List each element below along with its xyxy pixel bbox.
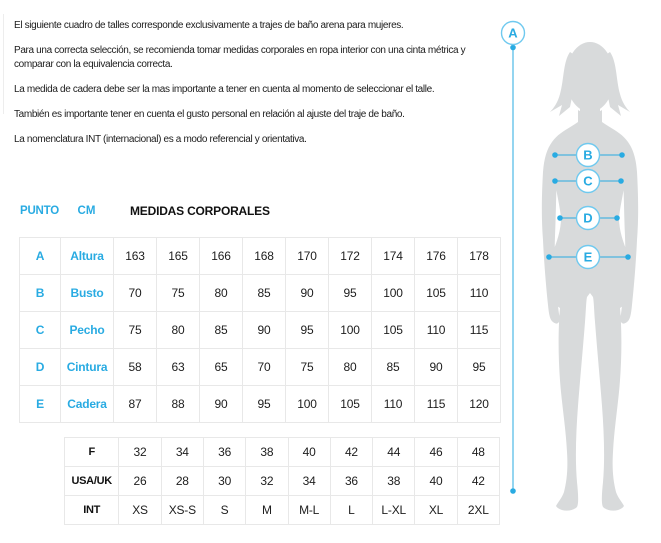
value-cell: 163 <box>114 238 157 275</box>
marker-label-a: A <box>508 25 518 41</box>
value-cell: 90 <box>286 275 329 312</box>
intro-paragraph: Para una correcta selección, se recomienda tomar medidas corporales en ropa interior con una cinta métrica y comparar con la equivalencia correcta. <box>14 45 466 70</box>
body-measurements-table <box>19 237 501 423</box>
value-cell: 100 <box>286 386 329 423</box>
value-cell: 85 <box>243 275 286 312</box>
size-value-cell: 28 <box>161 467 203 496</box>
value-cell: 110 <box>415 312 458 349</box>
size-value-cell: 32 <box>246 467 288 496</box>
size-value-cell: XL <box>415 496 457 525</box>
marker-label-e: E <box>583 249 593 265</box>
size-value-cell: 32 <box>119 438 161 467</box>
size-value-cell: 42 <box>457 467 499 496</box>
intro-text-block <box>14 19 496 158</box>
size-value-cell: 34 <box>288 467 330 496</box>
value-cell: 95 <box>243 386 286 423</box>
size-value-cell: 42 <box>330 438 372 467</box>
value-cell: 100 <box>329 312 372 349</box>
measure-label-cell: Cadera <box>61 386 114 423</box>
value-cell: 170 <box>286 238 329 275</box>
dot <box>614 215 620 221</box>
value-cell: 174 <box>372 238 415 275</box>
body-figure <box>500 0 661 543</box>
value-cell: 115 <box>415 386 458 423</box>
size-value-cell: L <box>330 496 372 525</box>
size-value-cell: L-XL <box>373 496 415 525</box>
size-table-row <box>65 467 500 496</box>
cm-column-header: CM <box>77 205 96 217</box>
value-cell: 120 <box>458 386 501 423</box>
value-cell: 65 <box>200 349 243 386</box>
value-cell: 100 <box>372 275 415 312</box>
body-table-row <box>20 275 501 312</box>
dot <box>510 45 516 51</box>
dot <box>619 152 625 158</box>
point-cell: C <box>20 312 61 349</box>
measure-label-cell: Busto <box>61 275 114 312</box>
dot <box>552 178 558 184</box>
size-value-cell: 48 <box>457 438 499 467</box>
value-cell: 75 <box>157 275 200 312</box>
marker-label-b: B <box>583 147 593 163</box>
value-cell: 95 <box>329 275 372 312</box>
measurements-header <box>19 204 500 218</box>
value-cell: 95 <box>458 349 501 386</box>
dot <box>546 254 552 260</box>
value-cell: 63 <box>157 349 200 386</box>
female-silhouette <box>542 42 638 511</box>
size-value-cell: M <box>246 496 288 525</box>
female-silhouette-diagram <box>500 0 661 543</box>
measurements-title: MEDIDAS CORPORALES <box>130 204 270 218</box>
punto-column-header: PUNTO <box>19 205 60 217</box>
value-cell: 90 <box>243 312 286 349</box>
intro-paragraph: También es importante tener en cuenta el gusto personal en relación al ajuste del traje de baño. <box>14 109 405 120</box>
value-cell: 176 <box>415 238 458 275</box>
size-system-label-cell: INT <box>65 496 119 525</box>
size-value-cell: M-L <box>288 496 330 525</box>
size-table-row <box>65 438 500 467</box>
size-value-cell: 30 <box>203 467 245 496</box>
dot <box>618 178 624 184</box>
value-cell: 105 <box>329 386 372 423</box>
size-value-cell: 40 <box>415 467 457 496</box>
size-value-cell: S <box>203 496 245 525</box>
intro-paragraph: El siguiente cuadro de talles corresponde exclusivamente a trajes de baño arena para mujeres. <box>14 20 404 31</box>
value-cell: 110 <box>458 275 501 312</box>
value-cell: 75 <box>114 312 157 349</box>
size-value-cell: 34 <box>161 438 203 467</box>
value-cell: 110 <box>372 386 415 423</box>
value-cell: 85 <box>372 349 415 386</box>
value-cell: 75 <box>286 349 329 386</box>
value-cell: 178 <box>458 238 501 275</box>
value-cell: 88 <box>157 386 200 423</box>
size-value-cell: 46 <box>415 438 457 467</box>
size-value-cell: 26 <box>119 467 161 496</box>
value-cell: 172 <box>329 238 372 275</box>
value-cell: 70 <box>114 275 157 312</box>
dot <box>552 152 558 158</box>
point-cell: D <box>20 349 61 386</box>
intro-paragraph: La nomenclatura INT (internacional) es a modo referencial y orientativa. <box>14 134 307 145</box>
size-table-row <box>65 496 500 525</box>
value-cell: 90 <box>200 386 243 423</box>
size-value-cell: 38 <box>246 438 288 467</box>
measure-label-cell: Pecho <box>61 312 114 349</box>
body-table-row <box>20 386 501 423</box>
dot <box>510 488 516 494</box>
value-cell: 80 <box>157 312 200 349</box>
dot <box>557 215 563 221</box>
body-table-row <box>20 312 501 349</box>
size-value-cell: XS <box>119 496 161 525</box>
marker-label-d: D <box>583 210 593 226</box>
value-cell: 58 <box>114 349 157 386</box>
value-cell: 165 <box>157 238 200 275</box>
point-cell: A <box>20 238 61 275</box>
value-cell: 95 <box>286 312 329 349</box>
value-cell: 87 <box>114 386 157 423</box>
size-equivalence-table <box>64 437 500 525</box>
size-system-label-cell: USA/UK <box>65 467 119 496</box>
size-value-cell: 38 <box>373 467 415 496</box>
value-cell: 70 <box>243 349 286 386</box>
measure-label-cell: Cintura <box>61 349 114 386</box>
value-cell: 115 <box>458 312 501 349</box>
dot <box>625 254 631 260</box>
marker-label-c: C <box>583 173 593 189</box>
value-cell: 85 <box>200 312 243 349</box>
value-cell: 105 <box>415 275 458 312</box>
measure-label-cell: Altura <box>61 238 114 275</box>
intro-paragraph: La medida de cadera debe ser la mas importante a tener en cuenta al momento de seleccionar el talle. <box>14 84 435 95</box>
size-value-cell: 36 <box>330 467 372 496</box>
value-cell: 90 <box>415 349 458 386</box>
value-cell: 105 <box>372 312 415 349</box>
size-value-cell: 40 <box>288 438 330 467</box>
value-cell: 166 <box>200 238 243 275</box>
left-rule-divider <box>3 14 4 114</box>
size-value-cell: 36 <box>203 438 245 467</box>
size-value-cell: 2XL <box>457 496 499 525</box>
size-system-label-cell: F <box>65 438 119 467</box>
value-cell: 80 <box>200 275 243 312</box>
value-cell: 168 <box>243 238 286 275</box>
value-cell: 80 <box>329 349 372 386</box>
point-cell: E <box>20 386 61 423</box>
body-table-row <box>20 349 501 386</box>
body-table-row <box>20 238 501 275</box>
size-value-cell: 44 <box>373 438 415 467</box>
size-value-cell: XS-S <box>161 496 203 525</box>
point-cell: B <box>20 275 61 312</box>
